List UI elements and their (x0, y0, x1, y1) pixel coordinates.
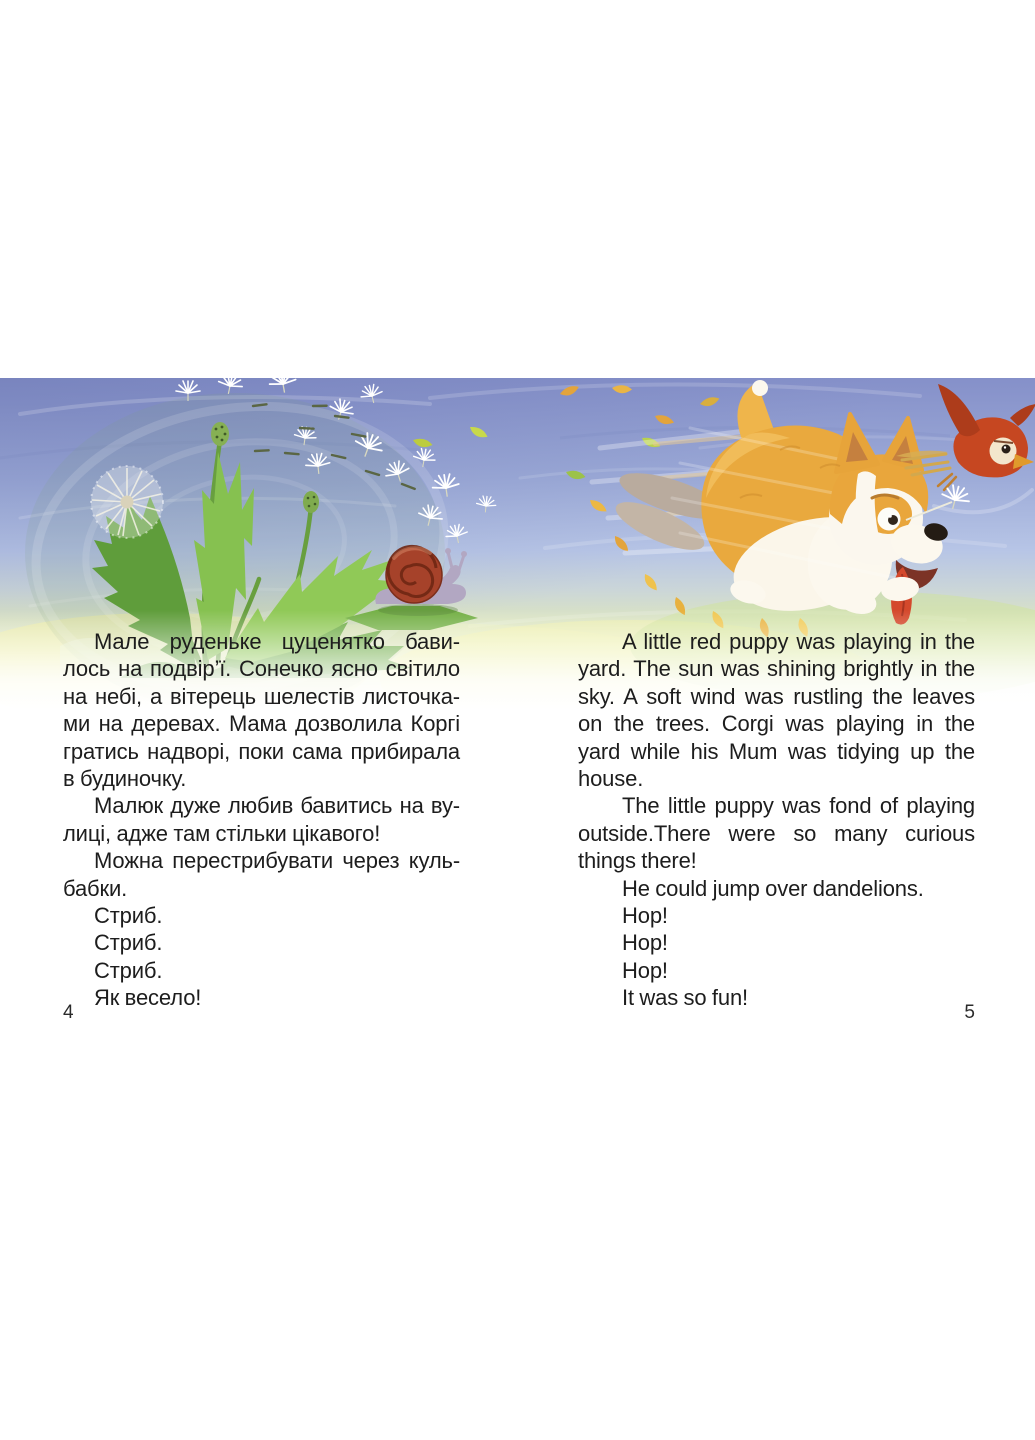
text-line: Hop! (622, 930, 668, 956)
text-line: ми на деревах. Мама дозволила Коргі (63, 711, 460, 737)
text-line: yard while his Mum was tidying up the (578, 738, 975, 764)
spent-seed-head (211, 422, 229, 446)
page-number-left: 4 (63, 1002, 74, 1023)
page-right (578, 628, 975, 1012)
text-line: Мале руденьке цуценятко бави- (94, 629, 460, 654)
text-line: в будиночку. (63, 766, 187, 792)
text-line: things there! (578, 848, 697, 874)
dandelion-puffball (91, 466, 163, 538)
text-line: outside.There were so many curious (578, 820, 975, 846)
page-number-right: 5 (964, 1002, 975, 1023)
text-line: Стриб. (94, 930, 163, 956)
text-line: Hop! (622, 903, 668, 929)
text-line: on the trees. Corgi was playing in the (578, 711, 975, 737)
text-line: Стриб. (94, 903, 163, 929)
text-line: The little puppy was fond of playing (622, 793, 975, 819)
text-line: Як весело! (94, 985, 202, 1011)
text-line: yard. The sun was shining brightly in the (578, 656, 975, 682)
text-line: лиці, адже там стільки цікавого! (63, 820, 381, 846)
text-line: Малюк дуже любив бавитись на ву- (94, 793, 460, 819)
text-line: Hop! (622, 957, 668, 983)
text-line: гратись надворі, поки сама прибирала (63, 738, 460, 764)
text-line: лось на подвір’ї. Сонечко ясно світило (63, 656, 460, 682)
text-line: бабки. (63, 875, 128, 901)
text-line: house. (578, 766, 644, 792)
text-line: It was so fun! (622, 985, 749, 1011)
text-line: Стриб. (94, 957, 163, 983)
bird-eye (1002, 445, 1011, 454)
text-line: He could jump over dandelions. (622, 875, 924, 901)
text-line: A little red puppy was playing in the (622, 629, 975, 654)
spent-seed-head (303, 491, 319, 513)
text-line: sky. A soft wind was rustling the leaves (578, 683, 975, 709)
page-left (63, 628, 460, 1012)
text-line: на небі, а вітерець шелестів листочка- (63, 683, 460, 709)
text-line: Можна перестрибувати через куль- (94, 848, 460, 874)
